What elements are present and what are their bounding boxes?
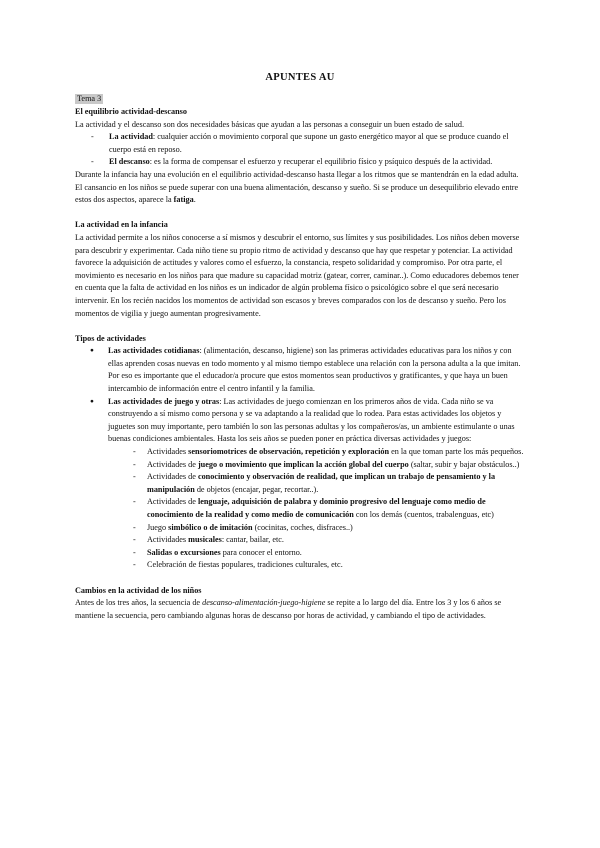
list-item: - Actividades de juego o movimiento que implican la acción global del cuerpo (saltar, subir y bajar obstáculos..) bbox=[75, 459, 525, 472]
list-item: ● Las actividades de juego y otras: Las actividades de juego comienzan en los primeros años de vida. Cada niño se va construyendo a sí mismo como persona y se va adaptando a la realidad que lo rodea. Para estas actividades los objetos y juguetes son muy importante, pero también lo son las personas adultas y los compañeros/as, un ambiente estimulante o unas buenas condiciones ambientales. Hasta los seis años se pueden poner en práctica diversas actividades y juegos: bbox=[75, 396, 525, 446]
activity-types-list bbox=[75, 345, 525, 446]
list-item: - Actividades musicales: cantar, bailar, etc. bbox=[75, 534, 525, 547]
section-heading-equilibrio: El equilibrio actividad-descanso bbox=[75, 107, 187, 116]
document-title: APUNTES AU bbox=[265, 72, 335, 83]
paragraph-cambios: Antes de los tres años, la secuencia de descanso-alimentación-juego-higiene se repite a lo largo del día. Entre los 3 y los 6 años se mantiene la secuencia, pero cambiando algunas horas de descanso por horas de actividad, y cambiando el tipo de actividades. bbox=[75, 598, 502, 620]
paragraph-intro: La actividad y el descanso son dos necesidades básicas que ayudan a las personas a conseguir un buen estado de salud. bbox=[75, 119, 465, 129]
list-item: - Celebración de fiestas populares, tradiciones culturales, etc. bbox=[75, 559, 525, 572]
list-item: - Salidas o excursiones para conocer el entorno. bbox=[75, 547, 525, 560]
section-heading-actividad-infancia: La actividad en la infancia bbox=[75, 220, 168, 230]
section-heading-tipos: Tipos de actividades bbox=[75, 333, 146, 343]
list-item: - Juego simbólico o de imitación (cocinitas, coches, disfraces..) bbox=[75, 522, 525, 535]
paragraph-actividad-infancia: La actividad permite a los niños conocerse a sí mismos y descubrir el entorno, sus límites y sus posibilidades. Los niños deben moverse para descubrir y experimentar. Cada niño tiene su propio ritmo de actividad y descanso que hay que respetar y potenciar. La actividad favorece la adquisición de actitudes y valores como el esfuerzo, la constancia, respeto solidaridad y compromiso. Por otra parte, el movimiento es necesario en los niños para que madure su capacidad motriz (gatear, correr, caminar..). Como educadores debemos tener en cuenta que la falta de actividad en los niños es un indicador de algún problema físico o psicológico sobre el que será necesario intervenir. En los recién nacidos los momentos de actividad son escasos y breves comparados con los de descanso y sueño. Pero los momentos de vigilia y juego aumentan progresivamente. bbox=[75, 232, 520, 318]
definition-item: - La actividad: cualquier acción o movimiento corporal que supone un gasto energético mayor al que se produce cuando el cuerpo está en reposo. bbox=[75, 131, 525, 156]
definition-list bbox=[75, 131, 525, 169]
game-activities-list bbox=[75, 446, 525, 572]
topic-label: Tema 3 bbox=[77, 94, 102, 103]
paragraph-infancia-evolucion: Durante la infancia hay una evolución en el equilibrio actividad-descanso hasta llegar a los ritmos que se mantendrán en la edad adulta. El cansancio en los niños se puede superar con una buena alimentación, descanso y sueño. Si se produce un desequilibrio elevado entre estos dos aspectos, aparece la fatiga. bbox=[75, 169, 519, 205]
section-heading-cambios: Cambios en la actividad de los niños bbox=[75, 585, 202, 595]
list-item: - Actividades de lenguaje, adquisición de palabra y dominio progresivo del lenguaje como medio de conocimiento de la realidad y como medio de comunicación con los demás (cuentos, trabalenguas, etc) bbox=[75, 496, 525, 521]
list-item: - Actividades sensoriomotrices de observación, repetición y exploración en la que toman parte los más pequeños. bbox=[75, 446, 525, 459]
list-item: - Actividades de conocimiento y observación de realidad, que implican un trabajo de pensamiento y la manipulación de objetos (encajar, pegar, recortar..). bbox=[75, 471, 525, 496]
definition-item: - El descanso: es la forma de compensar el esfuerzo y recuperar el equilibrio físico y psíquico después de la actividad. bbox=[75, 156, 525, 169]
list-item: ● Las actividades cotidianas: (alimentación, descanso, higiene) son las primeras actividades educativas para los niños y con ellas aprenden cosas nuevas en todo momento y al mismo tiempo establece una relación con la persona adulta a la que imitan. Por eso es importante que el educador/a procure que estos momentos sean productivos y gratificantes, y que haya un buen intercambio de información entre el centro infantil y la familia. bbox=[75, 345, 525, 395]
